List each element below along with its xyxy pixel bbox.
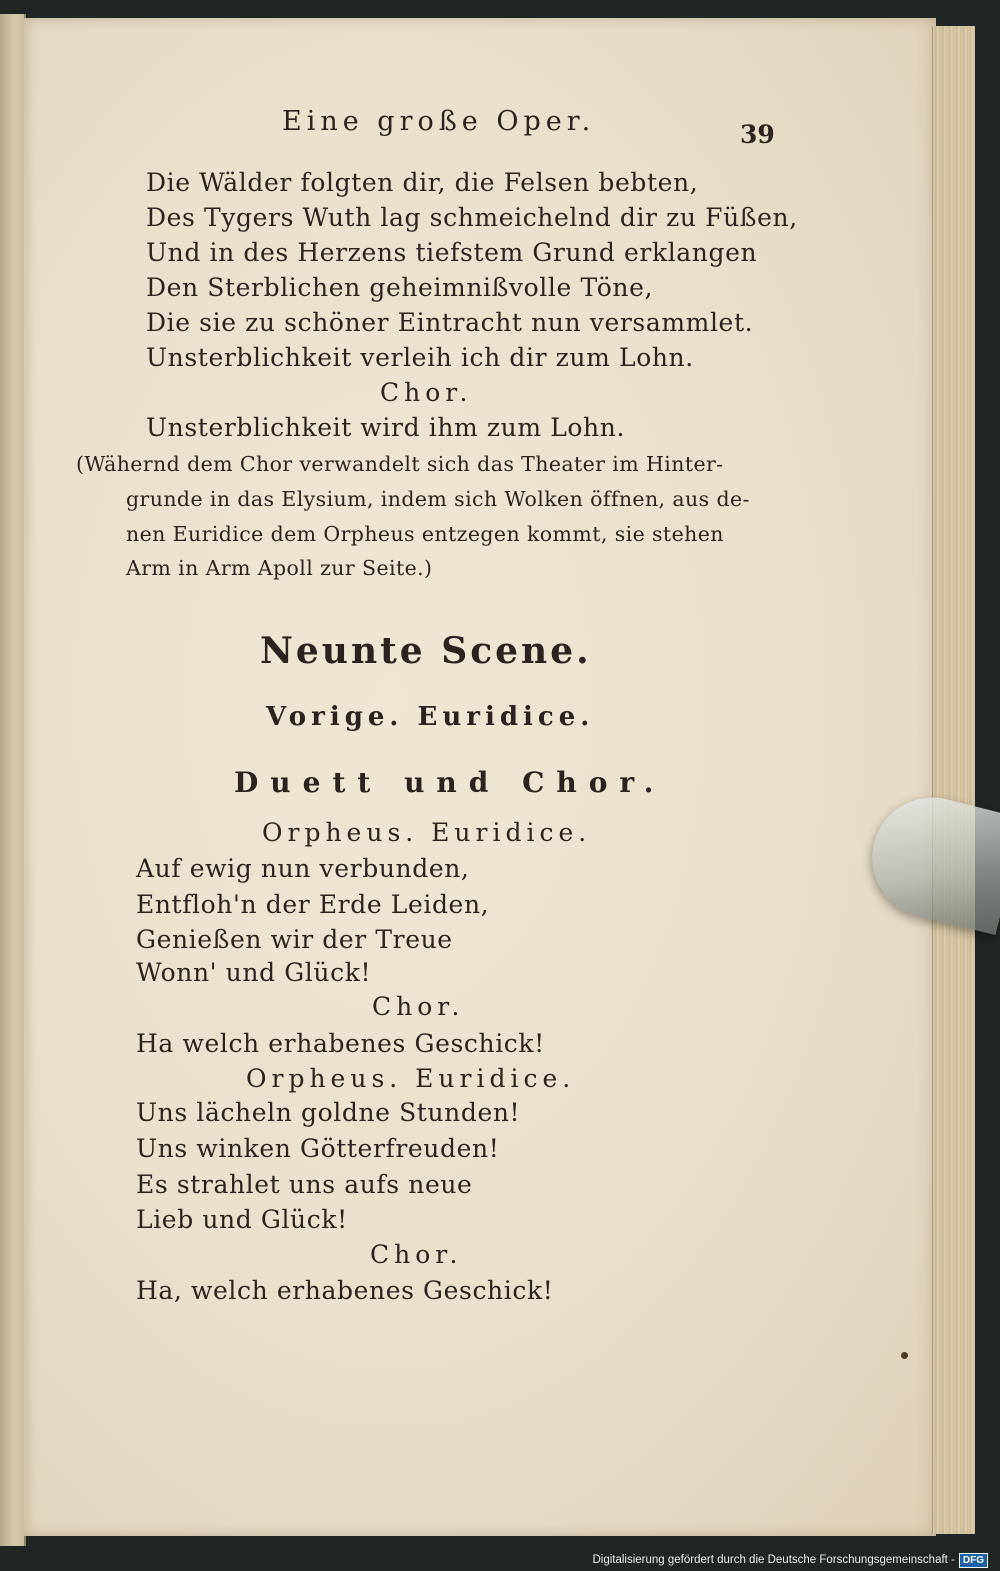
stage-direction-line: grunde in das Elysium, indem sich Wolken öffnen, aus de- [126,487,750,511]
digitization-credit [592,1551,988,1569]
page-stack-edge [932,26,975,1534]
duet-line: Uns lächeln goldne Stunden! [136,1098,521,1127]
speaker-orpheus-euridice: Orpheus. Euridice. [246,1064,576,1093]
chor-line: Ha welch erhabenes Geschick! [136,1029,545,1058]
verse-line: Die sie zu schöner Eintracht nun versammlet. [146,308,754,337]
chor-line: Unsterblichkeit wird ihm zum Lohn. [146,413,625,442]
duet-line: Wonn' und Glück! [136,958,372,987]
duet-line: Lieb und Glück! [136,1205,348,1234]
duet-line: Uns winken Götterfreuden! [136,1134,500,1163]
page-number: 39 [740,120,775,149]
duet-line: Entfloh'n der Erde Leiden, [136,890,490,919]
speaker-chor: Chor. [380,378,473,407]
previous-page-edge [0,14,26,1546]
verse-line: Den Sterblichen geheimnißvolle Töne, [146,273,654,302]
duet-line: Genießen wir der Treue [136,925,453,954]
duet-line: Es strahlet uns aufs neue [136,1170,473,1199]
scene-persons: Vorige. Euridice. [266,702,595,732]
credit-text: Digitalisierung gefördert durch die Deutsche Forschungsgemeinschaft - [592,1554,955,1566]
stage-direction-line: (Wähernd dem Chor verwandelt sich das Theater im Hinter- [76,452,724,476]
verse-line: Unsterblichkeit verleih ich dir zum Lohn. [146,343,694,372]
running-head: Eine große Oper. [282,106,596,137]
chor-line: Ha, welch erhabenes Geschick! [136,1276,554,1305]
duet-line: Auf ewig nun verbunden, [136,854,470,883]
paper-blemish [901,1352,908,1359]
scene-title: Neunte Scene. [260,630,592,672]
verse-line: Die Wälder folgten dir, die Felsen bebten, [146,168,699,197]
stage-direction-line: nen Euridice dem Orpheus entzegen kommt, sie stehen [126,522,724,546]
verse-line: Des Tygers Wuth lag schmeichelnd dir zu Füßen, [146,203,798,232]
speaker-chor: Chor. [370,1240,463,1269]
musical-number-heading: Duett und Chor. [234,766,666,799]
dfg-logo: DFG [959,1553,988,1568]
stage-direction-line: Arm in Arm Apoll zur Seite.) [126,556,433,580]
speaker-chor: Chor. [372,992,465,1021]
speaker-orpheus-euridice: Orpheus. Euridice. [262,818,592,847]
verse-line: Und in des Herzens tiefstem Grund erklangen [146,238,758,267]
